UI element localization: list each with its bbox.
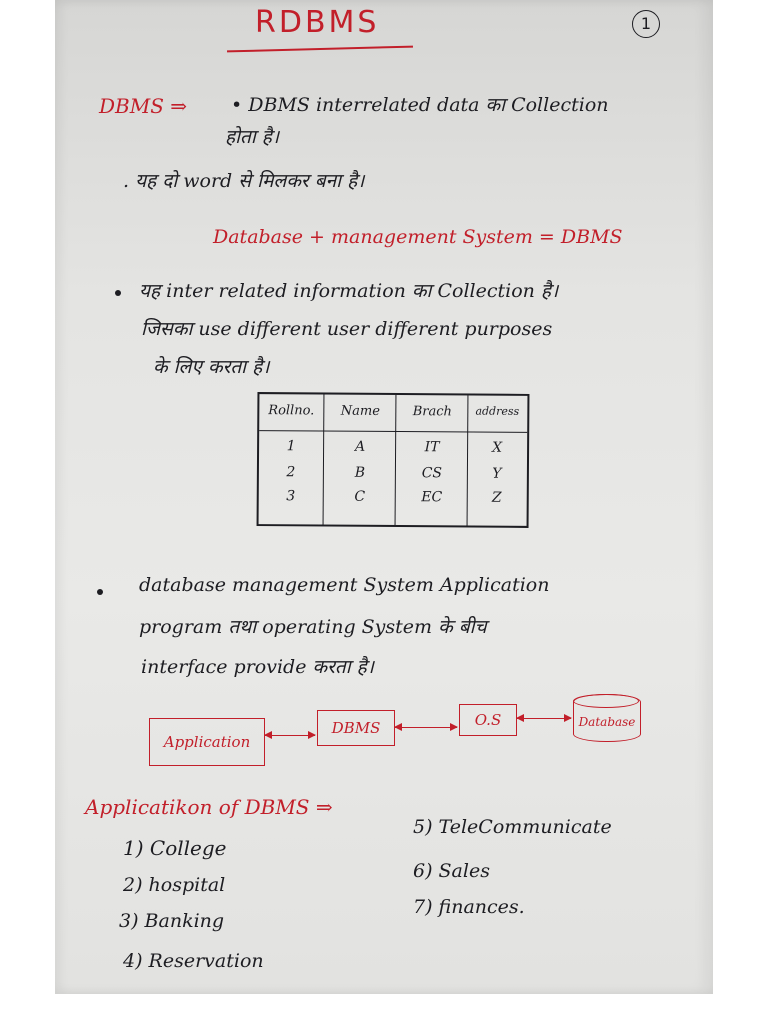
table-col-divider	[323, 395, 325, 525]
page-title: RDBMS	[255, 5, 380, 40]
para2-line3: interface provide करता है।	[141, 656, 374, 678]
table-cell: 2	[286, 464, 296, 481]
diagram-application-box: Application	[149, 718, 265, 766]
application-item: 4) Reservation	[123, 950, 264, 972]
double-arrow-icon	[517, 718, 571, 719]
diagram-dbms-box: DBMS	[317, 710, 395, 746]
bullet-dot	[97, 589, 103, 595]
diagram-database-cylinder	[573, 694, 641, 742]
bullet-dot	[115, 290, 121, 296]
student-table	[257, 392, 530, 528]
application-item: 6) Sales	[413, 860, 490, 882]
dbms-formula: Database + management System = DBMS	[213, 226, 623, 248]
dbms-definition-line2: . यह दो word से मिलकर बना है।	[123, 170, 365, 192]
para1-line2: जिसका use different user different purposes	[141, 318, 553, 340]
application-item: 5) TeleCommunicate	[413, 816, 612, 838]
table-cell: A	[354, 438, 366, 455]
table-cell: Y	[492, 465, 502, 482]
table-cell: 1	[286, 438, 296, 455]
table-cell: CS	[421, 465, 443, 482]
para1-line1: यह inter related information का Collection है।	[139, 280, 559, 302]
para2-line2: program तथा operating System के बीच	[139, 616, 487, 638]
table-cell: B	[354, 464, 366, 481]
table-header-divider	[259, 430, 527, 433]
double-arrow-icon	[265, 735, 315, 736]
application-item: 1) College	[123, 836, 227, 860]
diagram-database-label: Database	[578, 715, 636, 729]
double-arrow-icon	[395, 727, 457, 728]
notebook-page	[55, 0, 713, 994]
application-item: 7) finances.	[413, 896, 525, 918]
table-header-rollno: Rollno.	[268, 403, 315, 419]
table-cell: IT	[424, 439, 440, 456]
table-cell: C	[354, 488, 366, 505]
application-item: 2) hospital	[123, 874, 226, 896]
application-item: 3) Banking	[119, 910, 225, 932]
table-cell: Z	[491, 489, 502, 506]
page-number: 1	[632, 10, 660, 38]
diagram-os-box: O.S	[459, 704, 517, 736]
table-header-address: address	[475, 404, 520, 418]
title-underline	[227, 46, 413, 53]
table-cell: 3	[286, 488, 296, 505]
dbms-label: DBMS ⇒	[99, 94, 188, 118]
table-cell: EC	[421, 489, 443, 506]
para1-line3: के लिए करता है।	[153, 356, 270, 378]
table-header-name: Name	[340, 403, 380, 419]
dbms-definition-line1b: होता है।	[225, 126, 280, 148]
dbms-definition-line1: • DBMS interrelated data का Collection	[231, 94, 609, 116]
table-header-branch: Brach	[412, 404, 452, 420]
para2-line1: database management System Application	[139, 574, 550, 596]
table-cell: X	[492, 439, 503, 456]
applications-heading: Applicatikon of DBMS ⇒	[85, 795, 333, 819]
